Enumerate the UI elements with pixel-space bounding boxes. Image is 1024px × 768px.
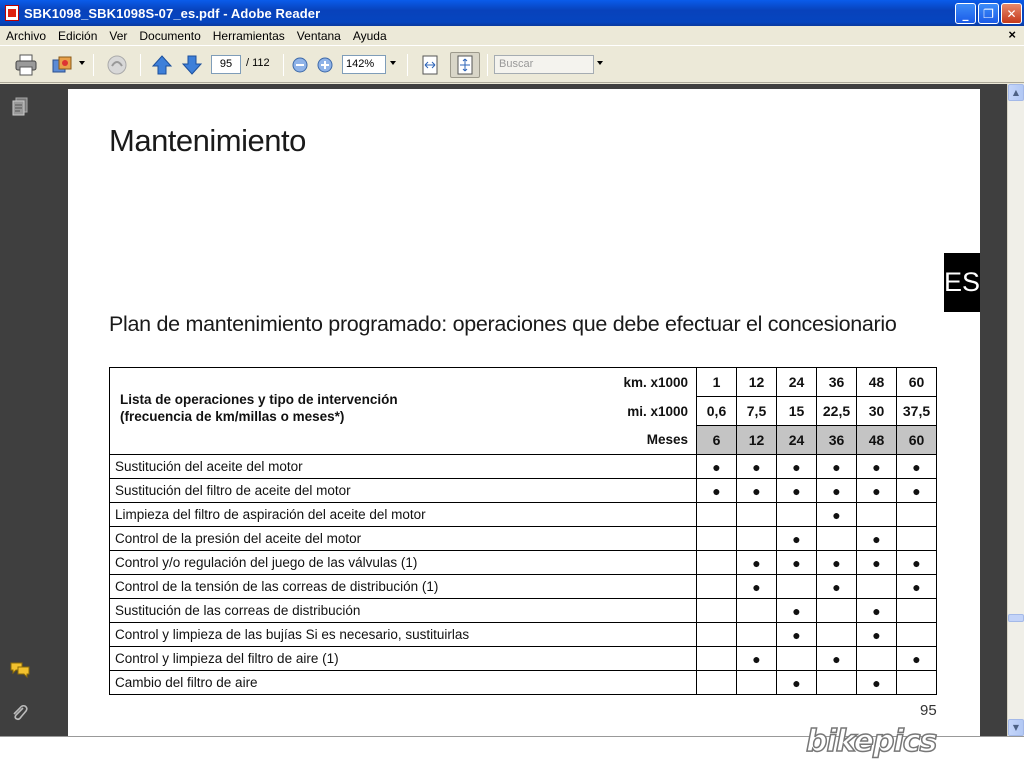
interval-mark-cell bbox=[697, 575, 737, 599]
interval-mark-cell: ● bbox=[857, 599, 897, 623]
document-close-button[interactable]: × bbox=[1008, 27, 1016, 42]
operation-cell: Control y/o regulación del juego de las válvulas (1) bbox=[110, 551, 697, 575]
interval-mark-cell: ● bbox=[857, 671, 897, 695]
operation-cell: Cambio del filtro de aire bbox=[110, 671, 697, 695]
interval-mark-cell bbox=[697, 527, 737, 551]
pdf-app-icon bbox=[5, 5, 19, 21]
fit-page-button[interactable] bbox=[450, 52, 480, 78]
interval-mark-cell: ● bbox=[817, 551, 857, 575]
menu-ver[interactable]: Ver bbox=[109, 28, 128, 43]
close-button[interactable]: ✕ bbox=[1001, 3, 1022, 24]
page-total: / 112 bbox=[246, 57, 270, 69]
km-value: 48 bbox=[857, 368, 897, 397]
operation-cell: Limpieza del filtro de aspiración del aceite del motor bbox=[110, 503, 697, 527]
interval-mark-cell: ● bbox=[897, 647, 937, 671]
table-row bbox=[110, 527, 937, 551]
mi-value: 22,5 bbox=[817, 397, 857, 426]
months-value: 6 bbox=[697, 426, 737, 455]
table-row bbox=[110, 503, 937, 527]
months-value: 48 bbox=[857, 426, 897, 455]
interval-mark-cell: ● bbox=[817, 647, 857, 671]
mi-label: mi. x1000 bbox=[627, 404, 688, 419]
mi-value: 30 bbox=[857, 397, 897, 426]
interval-mark-cell bbox=[897, 503, 937, 527]
interval-mark-cell bbox=[697, 647, 737, 671]
interval-mark-cell: ● bbox=[777, 599, 817, 623]
table-header-line1: Lista de operaciones y tipo de intervención bbox=[120, 392, 398, 407]
interval-mark-cell: ● bbox=[857, 527, 897, 551]
interval-mark-cell bbox=[897, 623, 937, 647]
interval-mark-cell bbox=[777, 647, 817, 671]
pages-panel-button[interactable] bbox=[9, 96, 31, 118]
interval-mark-cell: ● bbox=[857, 551, 897, 575]
interval-mark-cell: ● bbox=[897, 575, 937, 599]
zoom-input[interactable]: 142% bbox=[342, 55, 386, 74]
organizer-icon bbox=[50, 54, 74, 76]
interval-mark-cell bbox=[857, 647, 897, 671]
interval-mark-cell bbox=[817, 599, 857, 623]
next-page-button[interactable] bbox=[179, 52, 205, 78]
interval-mark-cell: ● bbox=[737, 575, 777, 599]
menu-ayuda[interactable]: Ayuda bbox=[352, 28, 387, 43]
interval-mark-cell bbox=[777, 503, 817, 527]
window-title: SBK1098_SBK1098S-07_es.pdf - Adobe Reader bbox=[24, 5, 321, 21]
interval-mark-cell bbox=[817, 527, 857, 551]
minimize-button[interactable]: _ bbox=[955, 3, 976, 24]
interval-mark-cell bbox=[777, 575, 817, 599]
interval-mark-cell: ● bbox=[897, 479, 937, 503]
maintenance-table bbox=[109, 367, 937, 695]
interval-mark-cell bbox=[817, 671, 857, 695]
pages-icon bbox=[11, 97, 29, 117]
interval-mark-cell bbox=[817, 623, 857, 647]
mi-value: 0,6 bbox=[697, 397, 737, 426]
interval-mark-cell: ● bbox=[777, 479, 817, 503]
menu-ventana[interactable]: Ventana bbox=[296, 28, 341, 43]
menu-documento[interactable]: Documento bbox=[139, 28, 201, 43]
interval-mark-cell bbox=[737, 503, 777, 527]
operation-cell: Control de la tensión de las correas de distribución (1) bbox=[110, 575, 697, 599]
table-header-line2: (frecuencia de km/millas o meses*) bbox=[120, 409, 345, 424]
zoom-out-icon bbox=[292, 57, 308, 73]
attachments-icon bbox=[11, 703, 29, 723]
zoom-dropdown[interactable] bbox=[390, 61, 396, 65]
operation-cell: Sustitución del aceite del motor bbox=[110, 455, 697, 479]
zoom-in-icon bbox=[317, 57, 333, 73]
interval-mark-cell: ● bbox=[697, 455, 737, 479]
search-dropdown[interactable] bbox=[597, 61, 603, 65]
interval-mark-cell bbox=[697, 671, 737, 695]
interval-mark-cell bbox=[737, 623, 777, 647]
table-row bbox=[110, 551, 937, 575]
interval-mark-cell bbox=[737, 599, 777, 623]
fit-width-button[interactable] bbox=[417, 52, 443, 78]
km-value: 60 bbox=[897, 368, 937, 397]
document-viewport[interactable] bbox=[41, 84, 1007, 736]
interval-mark-cell bbox=[897, 599, 937, 623]
interval-mark-cell: ● bbox=[857, 479, 897, 503]
km-value: 36 bbox=[817, 368, 857, 397]
interval-mark-cell: ● bbox=[697, 479, 737, 503]
print-button[interactable] bbox=[12, 52, 40, 78]
prev-page-icon bbox=[151, 54, 173, 76]
interval-mark-cell: ● bbox=[777, 527, 817, 551]
interval-mark-cell bbox=[737, 527, 777, 551]
scroll-down-button[interactable] bbox=[1008, 719, 1024, 736]
km-value: 12 bbox=[737, 368, 777, 397]
zoom-out-button[interactable] bbox=[291, 52, 309, 78]
comments-icon bbox=[9, 661, 31, 679]
km-label: km. x1000 bbox=[623, 375, 688, 390]
scroll-thumb[interactable] bbox=[1008, 614, 1024, 622]
months-value: 24 bbox=[777, 426, 817, 455]
chevron-up-icon: ▲ bbox=[1012, 88, 1020, 97]
hand-icon bbox=[105, 54, 129, 76]
operation-cell: Sustitución del filtro de aceite del motor bbox=[110, 479, 697, 503]
interval-mark-cell bbox=[897, 527, 937, 551]
page-number-input[interactable]: 95 bbox=[211, 55, 241, 74]
table-header-label-cell bbox=[110, 368, 697, 455]
interval-mark-cell: ● bbox=[737, 479, 777, 503]
table-row bbox=[110, 599, 937, 623]
km-value: 24 bbox=[777, 368, 817, 397]
interval-mark-cell: ● bbox=[857, 623, 897, 647]
title-bar bbox=[0, 0, 1024, 26]
vertical-scrollbar[interactable] bbox=[1007, 84, 1024, 736]
search-input[interactable]: Buscar bbox=[494, 55, 594, 74]
print-icon bbox=[14, 54, 38, 76]
toolbar bbox=[0, 45, 1024, 83]
zoom-in-button[interactable] bbox=[316, 52, 334, 78]
restore-button[interactable]: ❐ bbox=[978, 3, 999, 24]
page-title: Mantenimiento bbox=[109, 123, 306, 158]
pdf-page bbox=[68, 89, 980, 736]
table-row bbox=[110, 671, 937, 695]
operation-cell: Control y limpieza de las bujías Si es necesario, sustituirlas bbox=[110, 623, 697, 647]
operation-cell: Control y limpieza del filtro de aire (1) bbox=[110, 647, 697, 671]
interval-mark-cell: ● bbox=[897, 455, 937, 479]
table-row bbox=[110, 575, 937, 599]
menu-edicion[interactable]: Edición bbox=[58, 28, 98, 43]
mi-value: 7,5 bbox=[737, 397, 777, 426]
interval-mark-cell: ● bbox=[857, 455, 897, 479]
watermark-logo: bikepics bbox=[806, 724, 937, 759]
mi-value: 15 bbox=[777, 397, 817, 426]
menu-archivo[interactable]: Archivo bbox=[6, 28, 47, 43]
months-value: 60 bbox=[897, 426, 937, 455]
table-header-km-row bbox=[110, 368, 937, 397]
fit-page-icon bbox=[455, 54, 475, 76]
navigation-pane bbox=[0, 84, 41, 736]
organizer-button[interactable] bbox=[48, 52, 76, 78]
mi-value: 37,5 bbox=[897, 397, 937, 426]
chevron-down-icon: ▼ bbox=[1012, 723, 1020, 732]
interval-mark-cell: ● bbox=[777, 455, 817, 479]
interval-mark-cell bbox=[697, 623, 737, 647]
prev-page-button[interactable] bbox=[149, 52, 175, 78]
interval-mark-cell bbox=[697, 503, 737, 527]
section-subtitle: Plan de mantenimiento programado: operaciones que debe efectuar el concesionario bbox=[109, 312, 897, 336]
next-page-icon bbox=[181, 54, 203, 76]
interval-mark-cell bbox=[737, 671, 777, 695]
menu-bar bbox=[0, 26, 1024, 45]
interval-mark-cell: ● bbox=[737, 551, 777, 575]
interval-mark-cell bbox=[857, 503, 897, 527]
operation-cell: Sustitución de las correas de distribución bbox=[110, 599, 697, 623]
interval-mark-cell: ● bbox=[777, 623, 817, 647]
page-number: 95 bbox=[920, 702, 937, 719]
interval-mark-cell: ● bbox=[817, 503, 857, 527]
interval-mark-cell: ● bbox=[737, 647, 777, 671]
interval-mark-cell: ● bbox=[777, 551, 817, 575]
interval-mark-cell bbox=[697, 551, 737, 575]
months-value: 36 bbox=[817, 426, 857, 455]
language-tab: ES bbox=[944, 253, 980, 312]
table-row bbox=[110, 647, 937, 671]
interval-mark-cell bbox=[857, 575, 897, 599]
interval-mark-cell bbox=[897, 671, 937, 695]
table-row bbox=[110, 479, 937, 503]
interval-mark-cell bbox=[697, 599, 737, 623]
table-row bbox=[110, 623, 937, 647]
hand-tool-button[interactable] bbox=[103, 52, 131, 78]
scroll-up-button[interactable] bbox=[1008, 84, 1024, 101]
fit-width-icon bbox=[420, 54, 440, 76]
comments-panel-button[interactable] bbox=[9, 659, 31, 681]
interval-mark-cell: ● bbox=[817, 479, 857, 503]
months-value: 12 bbox=[737, 426, 777, 455]
months-label: Meses bbox=[646, 432, 688, 447]
attachments-panel-button[interactable] bbox=[9, 702, 31, 724]
table-row bbox=[110, 455, 937, 479]
menu-herramientas[interactable]: Herramientas bbox=[212, 28, 285, 43]
operation-cell: Control de la presión del aceite del motor bbox=[110, 527, 697, 551]
interval-mark-cell: ● bbox=[897, 551, 937, 575]
km-value: 1 bbox=[697, 368, 737, 397]
interval-mark-cell: ● bbox=[737, 455, 777, 479]
interval-mark-cell: ● bbox=[777, 671, 817, 695]
interval-mark-cell: ● bbox=[817, 455, 857, 479]
interval-mark-cell: ● bbox=[817, 575, 857, 599]
